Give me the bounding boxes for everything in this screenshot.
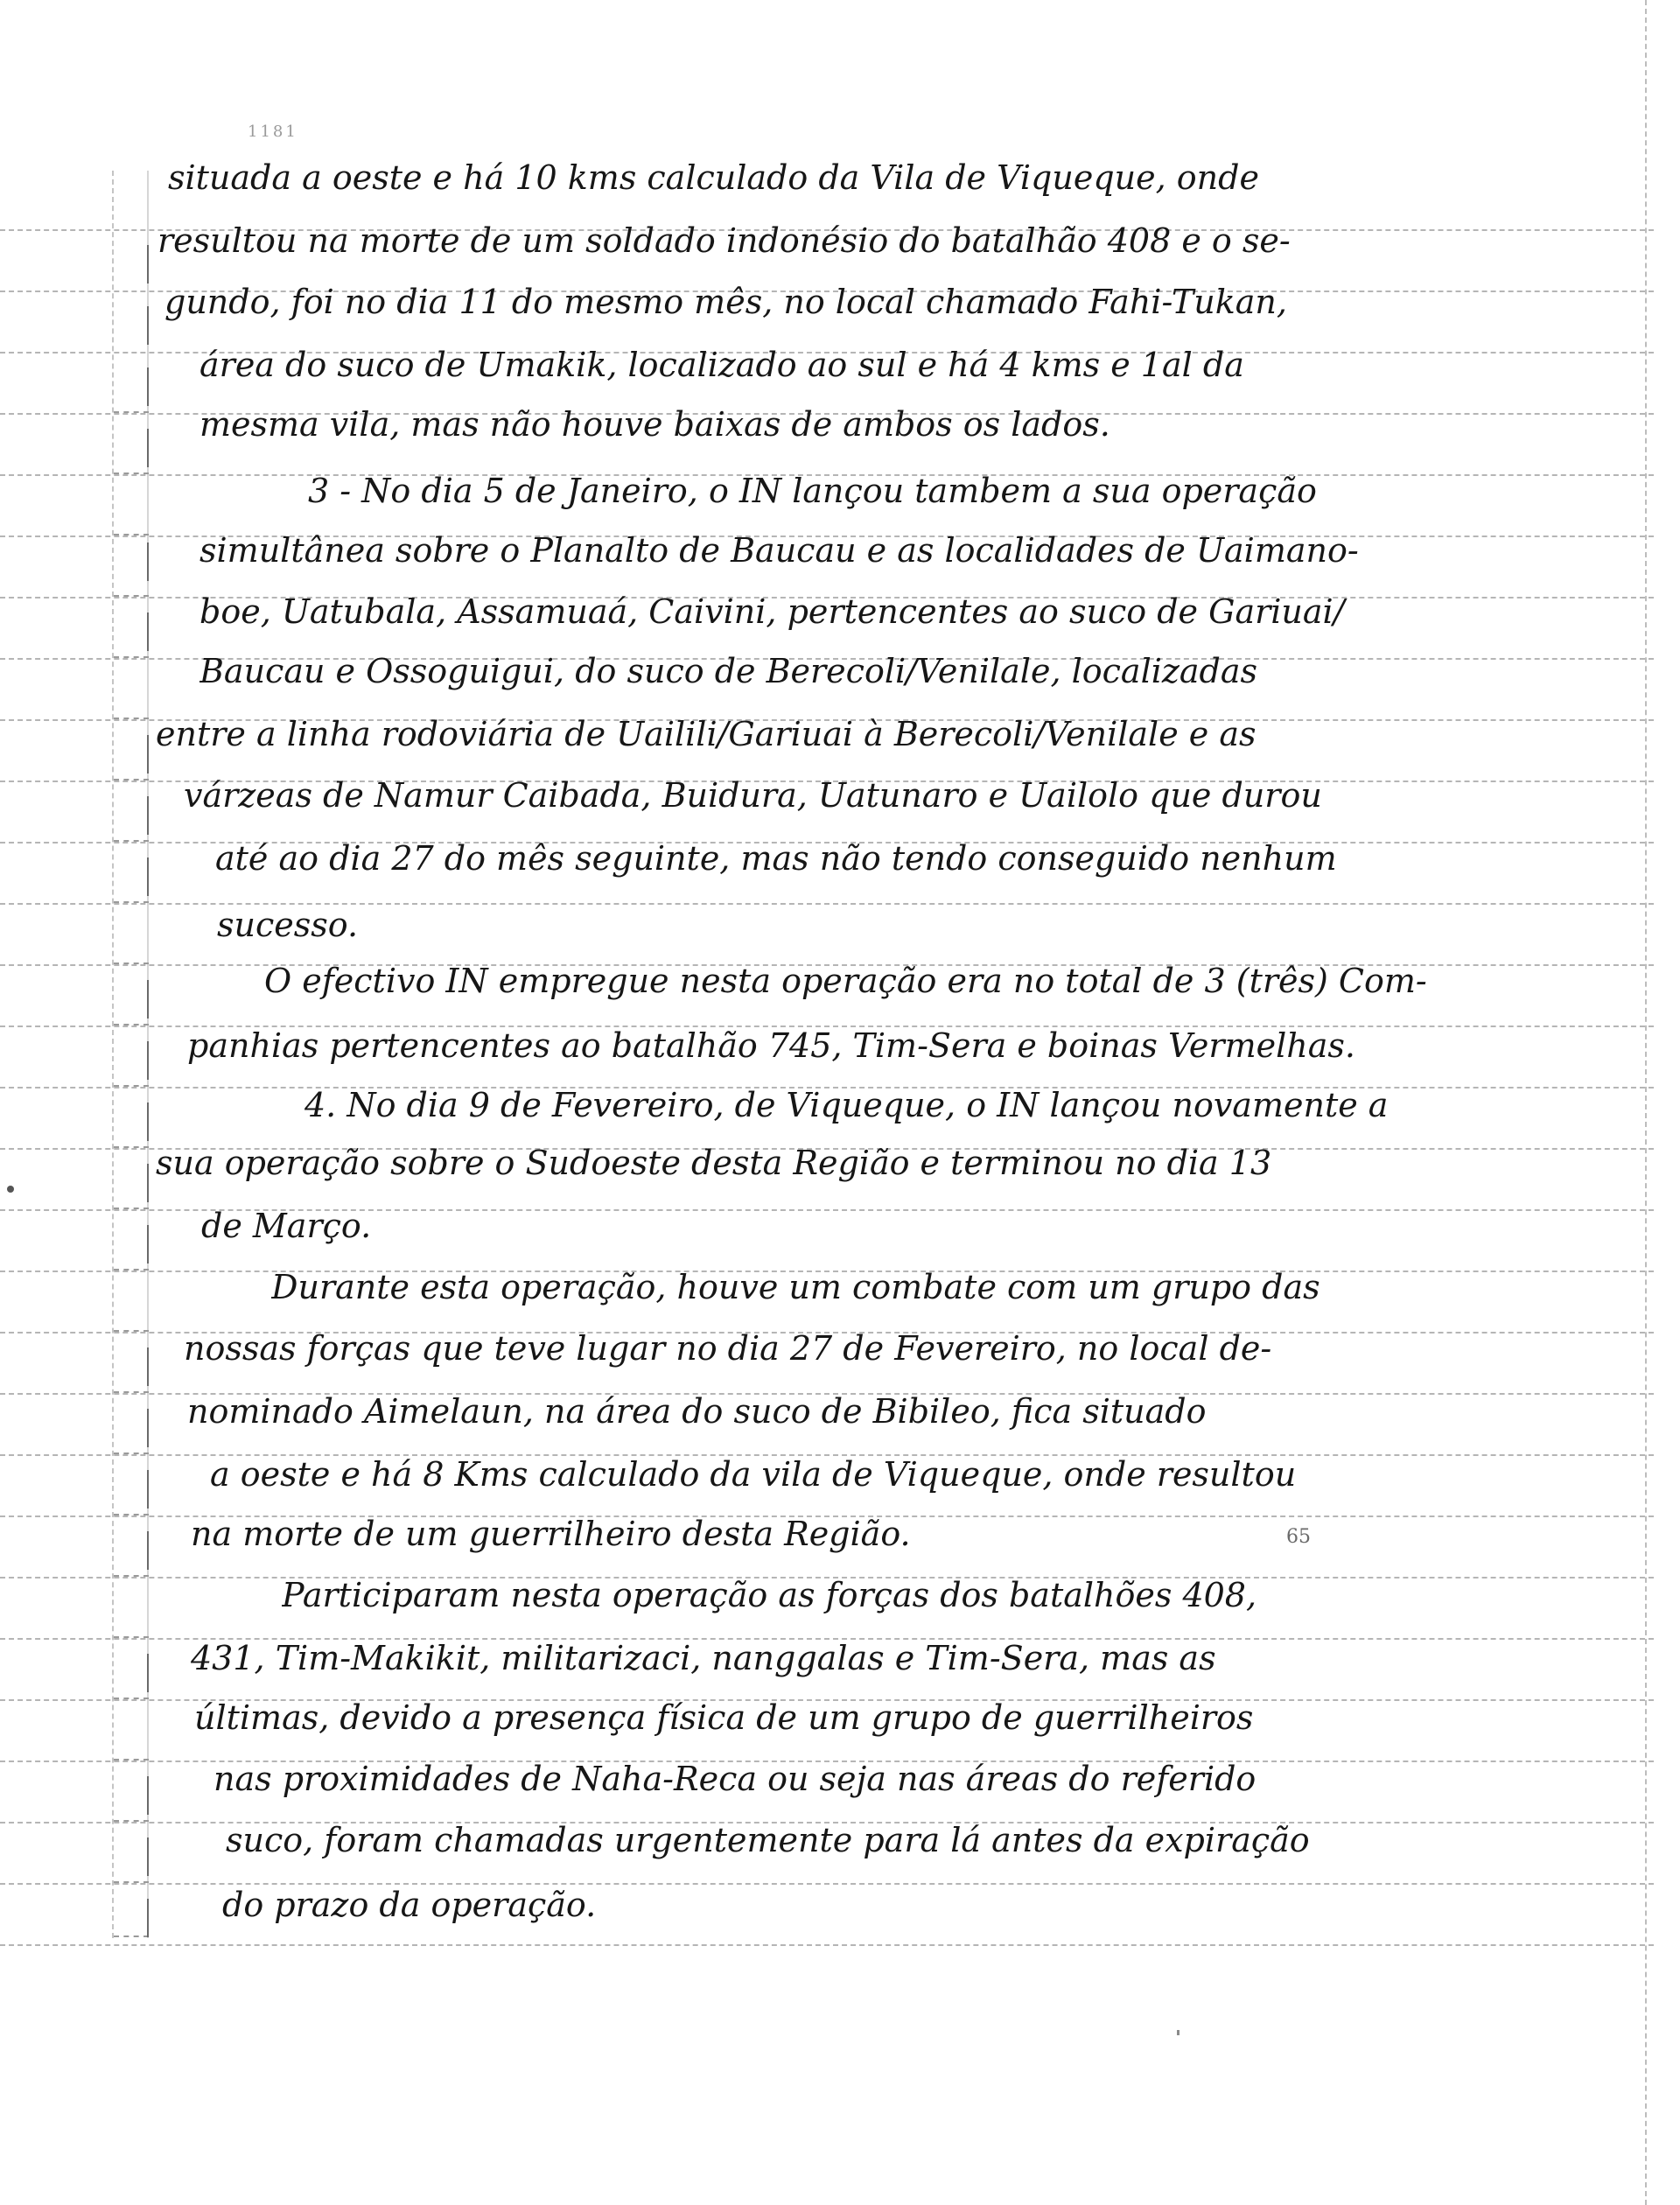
stray-mark	[7, 1186, 14, 1193]
margin-bar	[147, 1531, 149, 1570]
text-line: 3 - No dia 5 de Janeiro, o IN lançou tambem a sua operação	[308, 472, 1317, 510]
text-line: últimas, devido a presença física de um grupo de guerrilheiros	[194, 1698, 1254, 1737]
text-line: Durante esta operação, houve um combate com um grupo das	[271, 1268, 1320, 1306]
text-line: gundo, foi no dia 11 do mesmo mês, no local chamado Fahi-Tukan,	[164, 283, 1287, 321]
margin-bar	[147, 1102, 149, 1141]
text-line: várzeas de Namur Caibada, Buidura, Uatunaro e Uailolo que durou	[184, 776, 1322, 815]
text-line: nominado Aimelaun, na área do suco de Bibileo, fica situado	[187, 1392, 1207, 1431]
margin-tick	[114, 1514, 149, 1516]
text-line: até ao dia 27 do mês seguinte, mas não tendo conseguido nenhum	[215, 839, 1337, 878]
margin-tick	[114, 840, 149, 842]
text-line: sucesso.	[217, 906, 359, 944]
margin-tick	[114, 534, 149, 536]
text-line: boe, Uatubala, Assamuaá, Caivini, pertencentes ao suco de Gariuai/	[200, 592, 1345, 631]
margin-bar	[147, 980, 149, 1018]
right-margin-line	[1645, 0, 1647, 2205]
text-line: situada a oeste e há 10 kms calculado da Vila de Viqueque, onde	[168, 158, 1259, 197]
margin-tick	[114, 1391, 149, 1393]
text-line: suco, foram chamadas urgentemente para lá antes da expiração	[226, 1821, 1310, 1859]
margin-bar	[147, 1348, 149, 1386]
margin-bar	[147, 1899, 149, 1937]
margin-bar	[147, 1225, 149, 1264]
margin-tick	[114, 656, 149, 658]
margin-tick	[114, 1330, 149, 1332]
ruled-line	[0, 1944, 1654, 1946]
margin-tick	[114, 411, 149, 413]
margin-tick	[114, 595, 149, 597]
text-line: 431, Tim-Makikit, militarizaci, nanggalas e Tim-Sera, mas as	[191, 1639, 1216, 1677]
margin-bar	[147, 1041, 149, 1080]
margin-tick	[114, 1636, 149, 1638]
margin-tick	[114, 901, 149, 903]
text-line: Baucau e Ossoguigui, do suco de Berecoli/Venilale, localizadas	[200, 652, 1258, 690]
margin-tick	[114, 1759, 149, 1760]
margin-bar	[147, 429, 149, 467]
text-line: na morte de um guerrilheiro desta Região.	[191, 1515, 911, 1553]
margin-bar	[147, 1776, 149, 1815]
stray-mark	[1177, 2030, 1180, 2035]
margin-tick	[114, 718, 149, 719]
margin-note: 65	[1286, 1526, 1311, 1548]
margin-tick	[114, 1269, 149, 1270]
text-line: a oeste e há 8 Kms calculado da vila de Viqueque, onde resultou	[210, 1455, 1297, 1494]
margin-bar	[147, 735, 149, 774]
page-number-mark: 1181	[248, 122, 298, 141]
margin-bar	[147, 1470, 149, 1508]
text-line: mesma vila, mas não houve baixas de ambos os lados.	[200, 405, 1110, 444]
text-line: do prazo da operação.	[222, 1886, 597, 1924]
margin-bar	[147, 1409, 149, 1447]
margin-bar	[147, 1838, 149, 1876]
text-line: O efectivo IN empregue nesta operação era no total de 3 (três) Com-	[264, 962, 1427, 1000]
margin-tick	[114, 1024, 149, 1026]
left-margin-line	[112, 171, 114, 1938]
text-line: entre a linha rodoviária de Uailili/Gariuai à Berecoli/Venilale e as	[156, 715, 1256, 753]
margin-bar	[147, 1654, 149, 1692]
text-line: panhias pertencentes ao batalhão 745, Tim-Sera e boinas Vermelhas.	[187, 1026, 1355, 1065]
text-line: de Março.	[201, 1207, 372, 1245]
margin-tick	[114, 1452, 149, 1454]
margin-tick	[114, 1936, 149, 1937]
margin-bar	[147, 796, 149, 835]
margin-tick	[114, 1146, 149, 1148]
margin-bar	[147, 542, 149, 581]
margin-tick	[114, 472, 149, 474]
text-line: 4. No dia 9 de Fevereiro, de Viqueque, o IN lançou novamente a	[304, 1086, 1389, 1124]
text-line: Participaram nesta operação as forças dos batalhões 408,	[282, 1576, 1257, 1614]
margin-tick	[114, 1575, 149, 1577]
margin-tick	[114, 962, 149, 964]
margin-tick	[114, 1085, 149, 1087]
text-line: área do suco de Umakik, localizado ao sul e há 4 kms e 1al da	[200, 346, 1244, 384]
margin-tick	[114, 1698, 149, 1699]
text-line: simultânea sobre o Planalto de Baucau e as localidades de Uaimano-	[200, 531, 1359, 570]
margin-tick	[114, 779, 149, 780]
margin-tick	[114, 1881, 149, 1883]
text-line: sua operação sobre o Sudoeste desta Região e terminou no dia 13	[156, 1144, 1272, 1182]
margin-bar	[147, 306, 149, 345]
margin-bar	[147, 858, 149, 896]
margin-bar	[147, 612, 149, 651]
margin-bar	[147, 1164, 149, 1202]
margin-bar	[147, 245, 149, 284]
margin-tick	[114, 1208, 149, 1209]
text-line: resultou na morte de um soldado indonésio do batalhão 408 e o se-	[158, 221, 1291, 260]
margin-tick	[114, 1820, 149, 1822]
text-line: nossas forças que teve lugar no dia 27 de Fevereiro, no local de-	[184, 1329, 1272, 1368]
text-line: nas proximidades de Naha-Reca ou seja nas áreas do referido	[214, 1760, 1256, 1798]
margin-bar	[147, 368, 149, 406]
